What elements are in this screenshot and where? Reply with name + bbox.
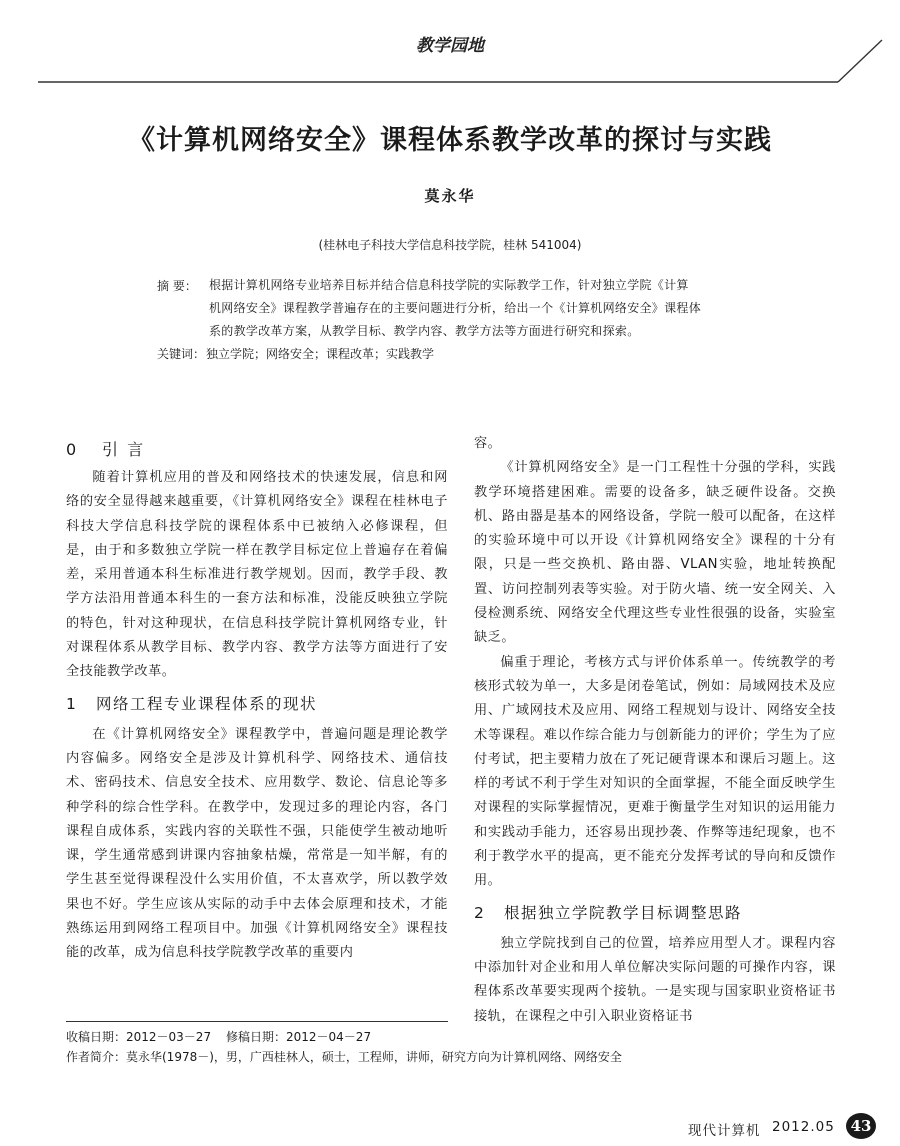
received-date: 收稿日期：2012－03－27 bbox=[66, 1030, 212, 1044]
section-title: 根据独立学院教学目标调整思路 bbox=[504, 903, 743, 922]
abstract-line: 根据计算机网络专业培养目标并结合信息科技学院的实际教学工作，针对独立学院《计算 bbox=[209, 278, 689, 292]
keywords: 独立学院；网络安全；课程改革；实践教学 bbox=[206, 347, 435, 361]
paragraph: 偏重于理论，考核方式与评价体系单一。传统教学的考核形式较为单一，大多是闭卷笔试，例如：局域网技术及应用、广域网技术及应用、网络工程规划与设计、网络安全技术等课程。难以作综合能力与创新能力的评价；学生为了应付考试，把主要精力放在了死记硬背课本和课后习题上。这样的考试不利于学生对知识的全面掌握，不能全面反映学生对课程的实际掌握情况，更难于衡量学生对知识的运用能力和实践动手能力，还容易出现抄袭、作弊等违纪现象，也不利于教学水平的提高，更不能充分发挥考试的导向和反馈作用。 bbox=[474, 654, 836, 889]
left-column bbox=[66, 466, 448, 966]
page-number: 43 bbox=[846, 1113, 876, 1139]
author-bio: 作者简介：莫永华(1978－)，男，广西桂林人，硕士，工程师，讲师，研究方向为计算机网络、网络安全 bbox=[66, 1050, 622, 1064]
section-number: 0 bbox=[66, 440, 79, 459]
abstract-line: 机网络安全》课程教学普遍存在的主要问题进行分析，给出一个《计算机网络安全》课程体 bbox=[209, 301, 702, 315]
section-0-heading bbox=[66, 437, 145, 460]
issue: 2012.05 bbox=[772, 1119, 835, 1135]
paragraph-continued: 容。 bbox=[474, 436, 502, 451]
journal-name: 现代计算机 bbox=[688, 1123, 761, 1139]
section-title: 引 言 bbox=[102, 440, 146, 459]
right-column bbox=[474, 432, 836, 1029]
paragraph: 随着计算机应用的普及和网络技术的快速发展，信息和网络的安全显得越来越重要，《计算机网络安全》课程在桂林电子科技大学信息科技学院的课程体系中已被纳入必修课程，但是，由于和多数独立学院一样在教学目标定位上普遍存在着偏差，采用普通本科生标准进行教学规划。因而，教学手段、教学方法沿用普通本科生的一套方法和标准，没能反映独立学院的特色，针对这种现状，在信息科技学院计算机网络专业，针对课程体系从教学目标、教学内容、教学方法等方面进行了安全技能教学改革。 bbox=[66, 470, 448, 680]
paper-title: 《计算机网络安全》课程体系教学改革的探讨与实践 bbox=[128, 125, 772, 156]
paragraph: 《计算机网络安全》是一门工程性十分强的学科，实践教学环境搭建困难。需要的设备多，缺乏硬件设备。交换机、路由器是基本的网络设备，学院一般可以配备，在这样的实验环境中可以开设《计算机网络安全》课程的十分有限，只是一些交换机、路由器、VLAN实验，地址转换配置、访问控制列表等实验。对于防火墙、统一安全网关、入侵检测系统、网络安全代理这些专业性很强的设备，实验室缺乏。 bbox=[474, 460, 836, 646]
section-number: 2 bbox=[474, 903, 486, 922]
keywords-label: 关键词： bbox=[157, 347, 206, 361]
paragraph: 独立学院找到自己的位置，培养应用型人才。课程内容中添加针对企业和用人单位解决实际问题的可操作内容，课程体系改革要实现两个接轨。一是实现与国家职业资格证书接轨，在课程之中引入职业资格证书 bbox=[474, 935, 836, 1024]
section-1-heading bbox=[66, 692, 448, 716]
section-2-heading bbox=[474, 901, 836, 925]
section-tag: 教学园地 bbox=[416, 36, 484, 56]
paragraph: 在《计算机网络安全》课程教学中，普遍问题是理论教学内容偏多。网络安全是涉及计算机科学、网络技术、通信技术、密码技术、信息安全技术、应用数学、数论、信息论等多种学科的综合性学科。在教学中，发现过多的理论内容，各门课程自成体系，实践内容的关联性不强，只能使学生被动地听课，学生通常感到讲课内容抽象枯燥，常常是一知半解，有的学生甚至觉得课程没什么实用价值，不太喜欢学，所以教学效果也不好。学生应该从实际的动手中去体会原理和技术，才能熟练运用到网络工程项目中。加强《计算机网络安全》课程技能的改革，成为信息科技学院教学改革的重要内 bbox=[66, 726, 448, 961]
abstract-line: 系的教学改革方案，从教学目标、教学内容、教学方法等方面进行研究和探索。 bbox=[209, 324, 640, 338]
section-title: 网络工程专业课程体系的现状 bbox=[96, 694, 318, 713]
author: 莫永华 bbox=[424, 187, 476, 205]
abstract bbox=[209, 274, 759, 343]
section-number: 1 bbox=[66, 694, 78, 713]
footnote-rule bbox=[66, 1021, 448, 1022]
affiliation: (桂林电子科技大学信息科技学院，桂林 541004) bbox=[318, 238, 582, 252]
revised-date: 修稿日期：2012－04－27 bbox=[226, 1030, 372, 1044]
abstract-label: 摘 要： bbox=[157, 279, 197, 293]
